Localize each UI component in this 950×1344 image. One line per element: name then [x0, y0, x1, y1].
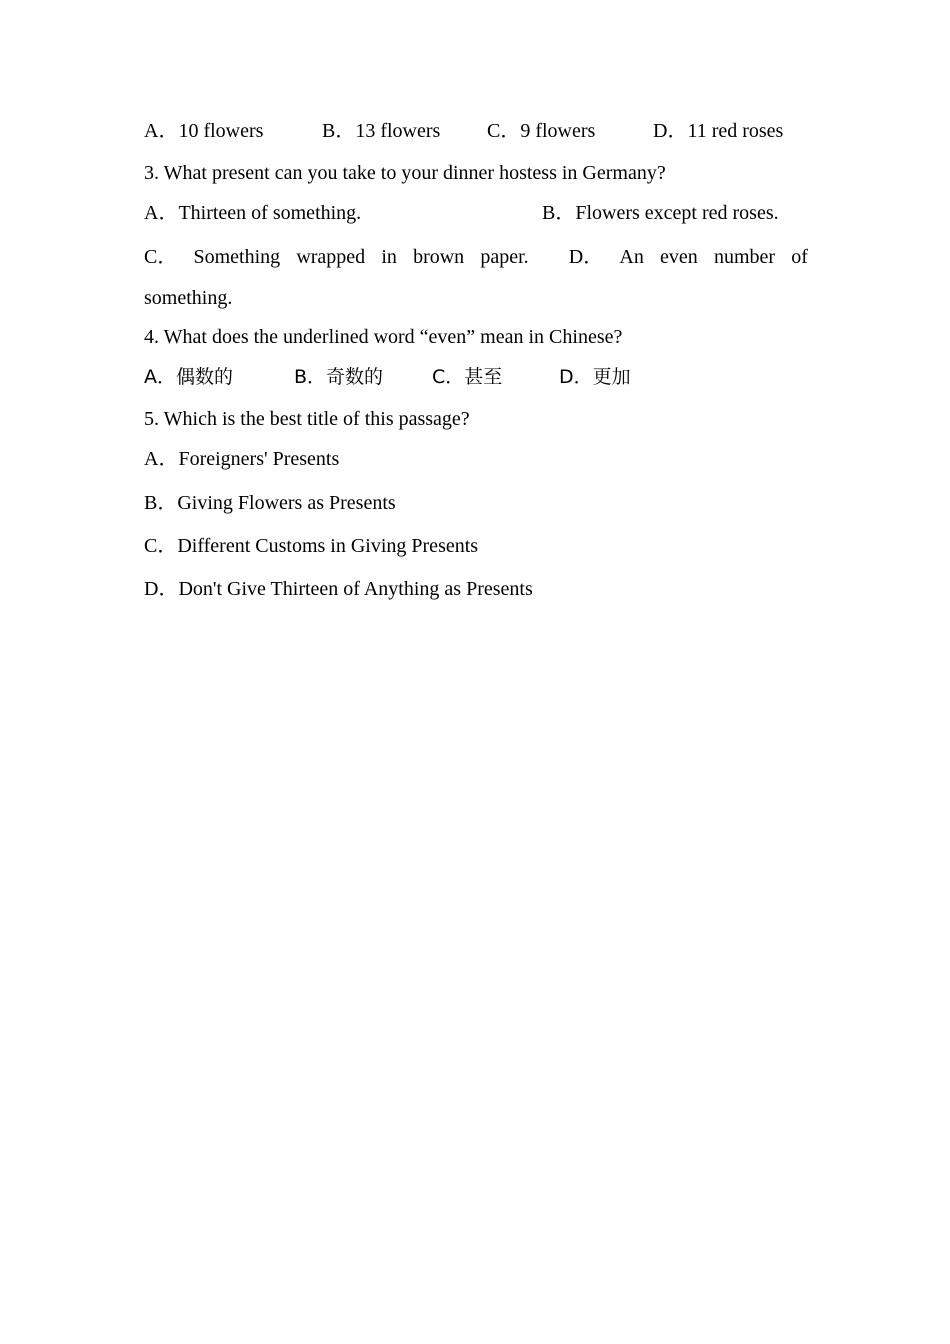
q2-option-a: A．10 flowers [144, 120, 264, 142]
q4-option-c: C．甚至 [432, 366, 503, 388]
q3-word: in [381, 246, 397, 268]
q5-option-b: B．Giving Flowers as Presents [144, 492, 396, 514]
q3-word: paper. [480, 246, 529, 268]
q4-option-b: B．奇数的 [294, 366, 384, 388]
q3-word: of [791, 246, 808, 268]
q5-option-c: C．Different Customs in Giving Presents [144, 535, 479, 557]
q3-word: even [660, 246, 698, 268]
q4-option-d: D．更加 [559, 366, 631, 388]
q5-option-d: D．Don't Give Thirteen of Anything as Presents [144, 578, 533, 600]
q3-word: C． [144, 246, 178, 268]
q2-option-c: C．9 flowers [487, 120, 596, 142]
q3-word: Something [193, 246, 281, 268]
q5-option-a: A．Foreigners' Presents [144, 448, 340, 470]
q2-option-b: B．13 flowers [322, 120, 441, 142]
q3-word: wrapped [296, 246, 366, 268]
q3-option-d-continuation: something. [144, 287, 233, 309]
q3-options-cd-row [144, 245, 808, 269]
q5-question: 5. Which is the best title of this passage? [144, 408, 470, 430]
q4-question: 4. What does the underlined word “even” mean in Chinese? [144, 326, 623, 348]
q3-question: 3. What present can you take to your dinner hostess in Germany? [144, 162, 666, 184]
q3-word: brown [413, 246, 465, 268]
q3-word: D． [568, 246, 604, 268]
q3-option-a: A．Thirteen of something. [144, 202, 362, 224]
q4-option-a: A．偶数的 [144, 366, 233, 388]
q3-word: number [713, 246, 776, 268]
q2-option-d: D．11 red roses [653, 120, 784, 142]
q3-word: An [619, 246, 644, 268]
q3-option-b: B．Flowers except red roses. [542, 202, 779, 224]
